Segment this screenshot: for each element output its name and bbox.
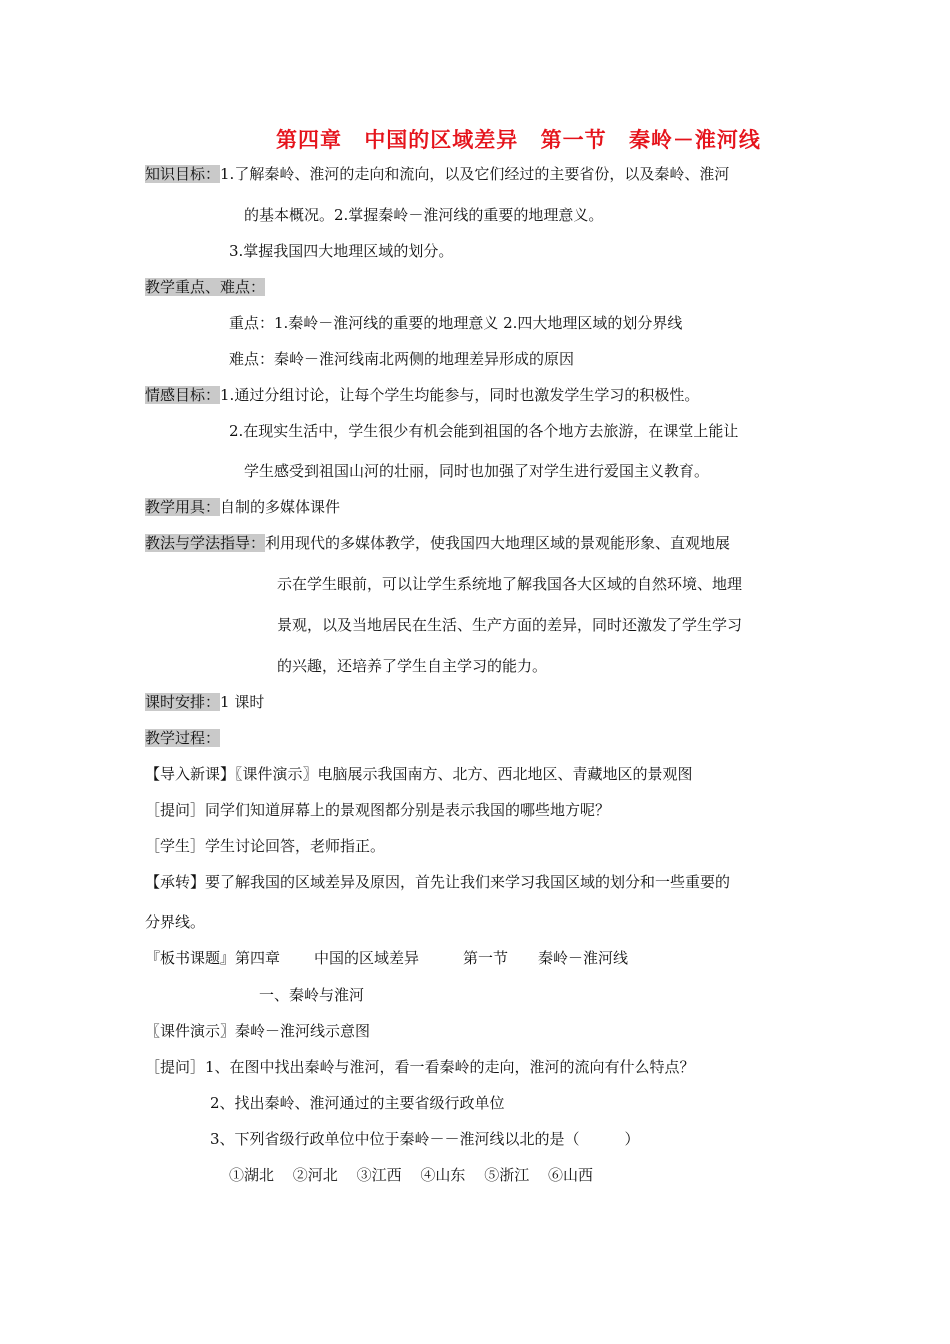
option-1: ①湖北: [229, 1166, 275, 1184]
title-section: 第一节: [540, 127, 607, 152]
title-section-name: 秦岭－淮河线: [628, 127, 761, 152]
options-line: [229, 1165, 607, 1185]
emotion-goal-label: 情感目标：: [145, 386, 221, 404]
knowledge-goal-line-1: [145, 164, 729, 184]
knowledge-goal-line-3: 3.掌握我国四大地理区域的划分。: [229, 242, 454, 260]
question-item-3: 3、下列省级行政单位中位于秦岭－－淮河线以北的是（ ）: [210, 1130, 640, 1148]
method-line-2: 示在学生眼前，可以让学生系统地了解我国各大区域的自然环境、地理: [277, 575, 743, 593]
teaching-tools-label: 教学用具：: [145, 498, 221, 516]
transition-line-2: 分界线。: [145, 913, 206, 931]
emotion-goal-line-1: [145, 385, 699, 405]
board-title-section-name: 秦岭－淮河线: [538, 949, 629, 967]
key-points-difficulty: 难点：秦岭－淮河线南北两侧的地理差异形成的原因: [229, 350, 575, 368]
emotion-goal-line-2: 2.在现实生活中，学生很少有机会能到祖国的各个地方去旅游，在课堂上能让: [229, 422, 739, 440]
board-title-section: 第一节: [463, 949, 509, 967]
method-line-4: 的兴趣，还培养了学生自主学习的能力。: [277, 657, 548, 675]
schedule-line: [145, 692, 264, 712]
question-item-1: ［提问］1、在图中找出秦岭与淮河，看一看秦岭的走向，淮河的流向有什么特点？: [145, 1058, 695, 1076]
option-6: ⑥山西: [547, 1166, 593, 1184]
method-text-1: 利用现代的多媒体教学，使我国四大地理区域的景观能形象、直观地展: [265, 534, 731, 552]
option-5: ⑤浙江: [484, 1166, 530, 1184]
knowledge-goal-label: 知识目标：: [145, 165, 221, 183]
option-3: ③江西: [356, 1166, 402, 1184]
transition-line-1: 【承转】要了解我国的区域差异及原因，首先让我们来学习我国区域的划分和一些重要的: [145, 873, 731, 891]
board-title-line: [145, 948, 628, 968]
teaching-tools-text: 自制的多媒体课件: [220, 498, 341, 516]
key-points-label: 教学重点、难点：: [145, 278, 266, 296]
title-chapter: 第四章: [276, 127, 342, 152]
knowledge-goal-line-2: 的基本概况。2.掌握秦岭－淮河线的重要的地理意义。: [244, 206, 604, 224]
schedule-text: 1 课时: [220, 693, 265, 711]
process-line: [145, 728, 220, 748]
question-line-1: ［提问］同学们知道屏幕上的景观图都分别是表示我国的哪些地方呢？: [145, 801, 611, 819]
question-item-2: 2、找出秦岭、淮河通过的主要省级行政单位: [210, 1094, 505, 1112]
student-line: ［学生］学生讨论回答，老师指正。: [145, 837, 386, 855]
schedule-label: 课时安排：: [145, 693, 221, 711]
method-line-1: [145, 533, 730, 553]
board-title-chapter-name: 中国的区域差异: [314, 949, 420, 967]
key-points-line: [145, 277, 265, 297]
key-points-focus: 重点：1.秦岭－淮河线的重要的地理意义 2.四大地理区域的划分界线: [229, 314, 683, 332]
knowledge-goal-text-1: 1.了解秦岭、淮河的走向和流向，以及它们经过的主要省份，以及秦岭、淮河: [220, 165, 730, 183]
method-label: 教法与学法指导：: [145, 534, 266, 552]
board-title-chapter: 『板书课题』第四章: [145, 949, 281, 967]
option-4: ④山东: [420, 1166, 466, 1184]
title-chapter-name: 中国的区域差异: [364, 127, 519, 152]
option-2: ②河北: [292, 1166, 338, 1184]
heading-qinling-huaihe: 一、秦岭与淮河: [259, 986, 365, 1004]
process-label: 教学过程：: [145, 729, 221, 747]
document-title: [276, 124, 761, 154]
emotion-goal-text-1: 1.通过分组讨论，让每个学生均能参与，同时也激发学生学习的积极性。: [220, 386, 700, 404]
emotion-goal-line-3: 学生感受到祖国山河的壮丽，同时也加强了对学生进行爱国主义教育。: [244, 462, 710, 480]
method-line-3: 景观，以及当地居民在生活、生产方面的差异，同时还激发了学生学习: [277, 616, 743, 634]
demo-line: 〖课件演示〗秦岭－淮河线示意图: [145, 1022, 371, 1040]
teaching-tools-line: [145, 497, 340, 517]
intro-line: 【导入新课】〖课件演示〗电脑展示我国南方、北方、西北地区、青藏地区的景观图: [145, 765, 693, 783]
